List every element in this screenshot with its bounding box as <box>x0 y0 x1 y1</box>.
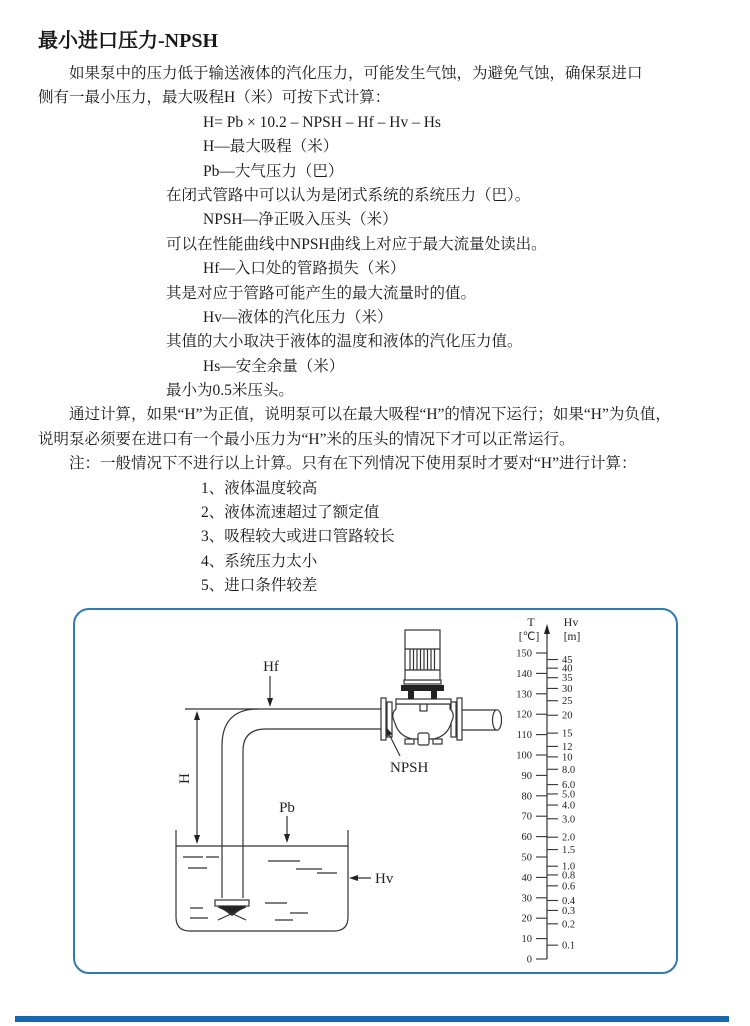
text-line-exp: 其值的大小取决于液体的温度和液体的汽化压力值。 <box>166 333 523 351</box>
bottom-rule <box>15 1016 729 1022</box>
hv-tick-label: 3.0 <box>562 814 576 826</box>
h-arrow-down-icon <box>194 835 200 844</box>
foot-valve-collar <box>215 900 249 906</box>
text-line-exp: 在闭式管路中可以认为是闭式系统的系统压力（巴）。 <box>166 186 531 204</box>
pump-hub <box>420 704 427 711</box>
text-line-list: 5、进口条件较差 <box>201 577 318 595</box>
h-arrow-up-icon <box>194 711 200 720</box>
hv-tick-label: 5.0 <box>562 789 576 801</box>
scale-right-unit: [m] <box>563 631 581 643</box>
hv-tick-label: 30 <box>562 683 573 695</box>
text-line-p-first: 通过计算，如果“H”为正值，说明泵可以在最大吸程“H”的情况下运行；如果“H”为负值， <box>69 406 671 424</box>
hv-tick-label: 25 <box>562 696 573 708</box>
temp-tick-label: 60 <box>521 832 532 844</box>
temp-tick-label: 110 <box>516 730 532 742</box>
pump-diagram <box>73 608 678 974</box>
temp-tick-label: 140 <box>516 668 532 680</box>
hv-tick-label: 15 <box>562 728 573 740</box>
label-hv: Hv <box>375 871 394 887</box>
page-title-en: -NPSH <box>158 30 218 52</box>
water-dashes <box>183 857 337 920</box>
pipe-inner-bend <box>243 729 266 898</box>
text-line-exp: 其是对应于管路可能产生的最大流量时的值。 <box>166 284 477 302</box>
text-line-none: 侧有一最小压力，最大吸程H（米）可按下式计算： <box>38 89 391 107</box>
temp-tick-label: 90 <box>521 770 532 782</box>
discharge-pipe <box>461 710 497 730</box>
pump-casing-plate <box>396 699 451 704</box>
text-line-def: Hv—液体的汽化压力（米） <box>203 308 393 326</box>
hv-tick-label: 6.0 <box>562 780 576 792</box>
page-title-zh: 最小进口压力 <box>38 30 158 52</box>
text-line-list: 1、液体温度较高 <box>201 479 318 497</box>
text-line-def: NPSH—净正吸入压头（米） <box>203 211 398 229</box>
temp-tick-label: 130 <box>516 689 532 701</box>
page-title <box>38 28 218 54</box>
temp-tick-label: 120 <box>516 709 532 721</box>
pump-left-flange-outer <box>381 698 386 740</box>
temp-tick-label: 70 <box>521 811 532 823</box>
temp-tick-label: 100 <box>516 750 532 762</box>
npsh-arrow-line <box>389 734 400 756</box>
hv-tick-label: 2.0 <box>562 832 576 844</box>
text-line-p-first: 注：一般情况下不进行以上计算。只有在下列情况下使用泵时才要对“H”进行计算： <box>69 455 637 473</box>
temp-tick-label: 40 <box>521 872 532 884</box>
tank <box>176 830 348 931</box>
text-line-list: 2、液体流速超过了额定值 <box>201 504 380 522</box>
hv-tick-label: 0.6 <box>562 881 576 893</box>
text-line-def: Hs—安全余量（米） <box>203 357 345 375</box>
temp-tick-label: 150 <box>516 648 532 660</box>
temp-tick-label: 20 <box>521 913 532 925</box>
pump-foot-right <box>433 739 442 744</box>
pump-right-flange-outer <box>457 698 462 740</box>
scale-left-unit: [℃] <box>518 631 540 643</box>
hv-tick-label: 0.2 <box>562 919 576 931</box>
hv-tick-label: 35 <box>562 673 573 685</box>
hv-tick-label: 20 <box>562 710 573 722</box>
temp-tick-label: 10 <box>521 934 532 946</box>
text-line-list: 4、系统压力太小 <box>201 552 318 570</box>
motor-post-left <box>408 691 414 699</box>
label-npsh: NPSH <box>390 760 429 776</box>
pipe-outer-bend <box>222 709 258 898</box>
scale-right-name: Hv <box>563 615 579 629</box>
hv-tick-label: 10 <box>562 752 573 764</box>
hv-arrow-icon <box>349 875 358 881</box>
scale-ticks <box>516 649 576 966</box>
hv-tick-label: 8.0 <box>562 764 576 776</box>
temp-tick-label: 30 <box>521 893 532 905</box>
label-hf: Hf <box>263 659 279 675</box>
text-line-none: 说明泵必须要在进口有一个最小压力为“H”米的压头的情况下才可以正常运行。 <box>38 430 575 448</box>
scale-arrow-up-icon <box>544 624 550 634</box>
hv-tick-label: 4.0 <box>562 800 576 812</box>
temp-tick-label: 50 <box>521 852 532 864</box>
hv-tick-label: 45 <box>562 655 573 667</box>
foot-valve-cone <box>218 906 246 916</box>
scale-left-name: T <box>527 615 535 629</box>
label-pb: Pb <box>279 800 295 816</box>
hv-tick-label: 40 <box>562 663 573 675</box>
pipe-open-end <box>493 710 502 730</box>
hv-tick-label: 0.8 <box>562 870 576 882</box>
figure-box <box>73 608 678 974</box>
hv-tick-label: 0.4 <box>562 895 576 907</box>
text-line-formula: H= Pb × 10.2 – NPSH – Hf – Hv – Hs <box>203 113 441 131</box>
text-line-def: Hf—入口处的管路损失（米） <box>203 260 406 278</box>
pb-arrow-icon <box>284 834 290 843</box>
hv-tick-label: 1.5 <box>562 845 576 857</box>
hv-tick-label: 0.1 <box>562 940 576 952</box>
label-h: H <box>177 773 193 784</box>
pump-foot-left <box>405 739 414 744</box>
text-line-list: 3、吸程较大或进口管路较长 <box>201 528 395 546</box>
text-line-exp: 最小为0.5米压头。 <box>166 382 294 400</box>
text-line-exp: 可以在性能曲线中NPSH曲线上对应于最大流量处读出。 <box>166 235 547 253</box>
body-text <box>38 62 716 599</box>
hf-arrow-icon <box>267 698 273 707</box>
pump-drain-stub <box>418 733 429 745</box>
temp-tick-label: 0 <box>526 954 532 966</box>
motor-post-right <box>431 691 437 699</box>
hv-tick-label: 0.3 <box>562 905 576 917</box>
text-line-def: H—最大吸程（米） <box>203 138 339 156</box>
hv-tick-label: 1.0 <box>562 861 576 873</box>
motor-mount-plate <box>401 685 444 691</box>
text-line-def: Pb—大气压力（巴） <box>203 162 344 180</box>
text-line-p-first: 如果泵中的压力低于输送液体的汽化压力，可能发生气蚀，为避免气蚀，确保泵进口 <box>69 65 643 82</box>
hv-tick-label: 12 <box>562 741 573 753</box>
temp-tick-label: 80 <box>521 791 532 803</box>
